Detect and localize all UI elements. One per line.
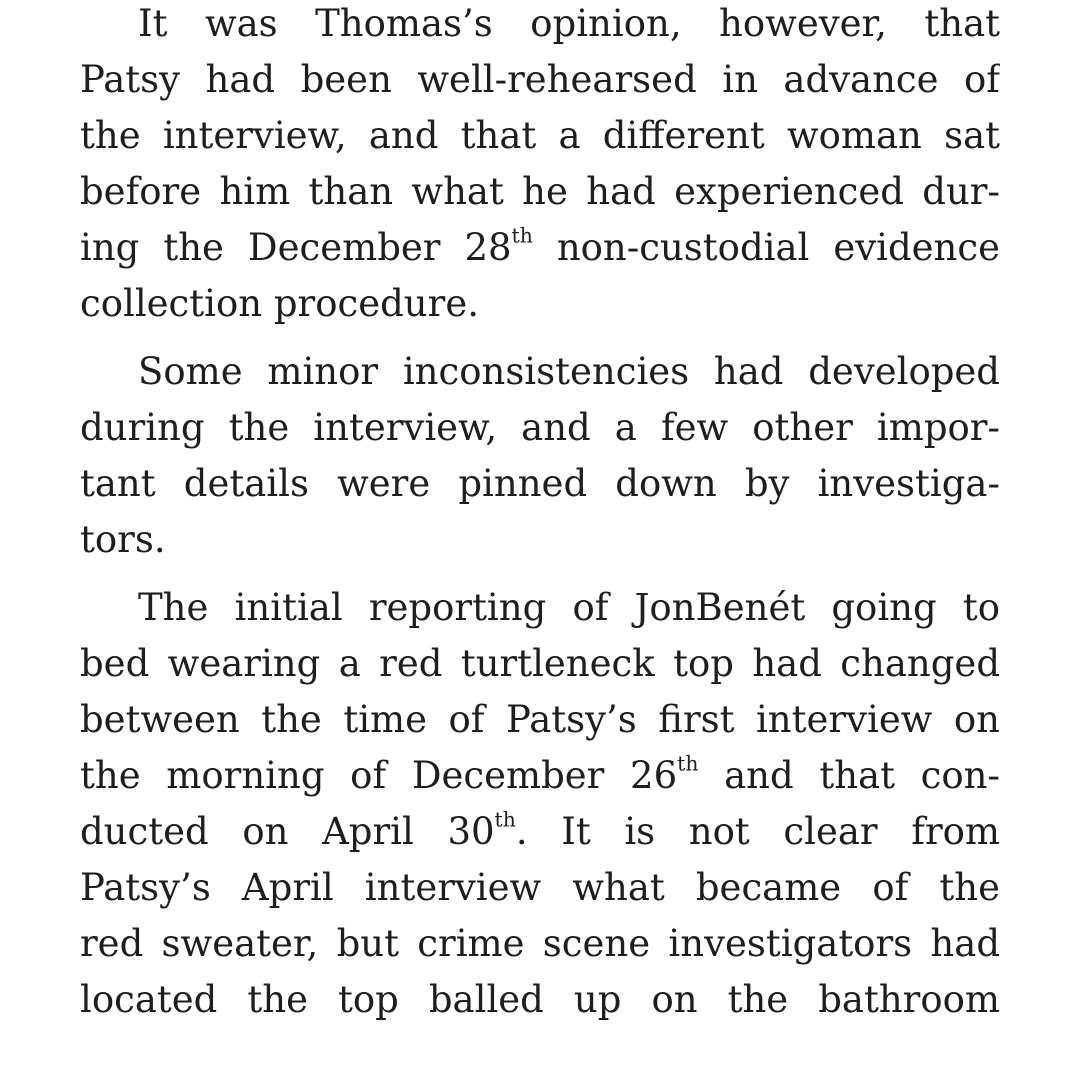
text-line: between the time of Patsy’s first interview on [80, 698, 1000, 741]
text-line: Patsy had been well-rehearsed in advance of [80, 58, 1000, 101]
text-line: tant details were pinned down by investiga- [80, 462, 1000, 505]
text-line: bed wearing a red turtleneck top had changed [80, 642, 1000, 685]
text-line: ing the December 28th non-custodial evidence [80, 223, 1000, 269]
text-line: ducted on April 30th. It is not clear from [80, 807, 1000, 853]
ordinal-suffix: th [677, 751, 699, 776]
book-page [80, 0, 1000, 1065]
text-line: Patsy’s April interview what became of the [80, 866, 1000, 909]
text-line: The initial reporting of JonBenét going to [138, 586, 1000, 629]
text-line: tors. [80, 518, 166, 561]
text-line: located the top balled up on the bathroom [80, 978, 1000, 1021]
text-line: the morning of December 26th and that con- [80, 751, 1000, 797]
text-line: before him than what he had experienced dur- [80, 170, 1000, 213]
text-line: the interview, and that a different woman sat [80, 114, 1000, 157]
text-line: red sweater, but crime scene investigators had [80, 922, 1000, 965]
text-line: collection procedure. [80, 282, 479, 325]
ordinal-suffix: th [511, 223, 533, 248]
ordinal-suffix: th [494, 807, 516, 832]
text-line: It was Thomas’s opinion, however, that [138, 2, 1000, 45]
text-line: Some minor inconsistencies had developed [138, 350, 1000, 393]
text-line: during the interview, and a few other impor- [80, 406, 1000, 449]
